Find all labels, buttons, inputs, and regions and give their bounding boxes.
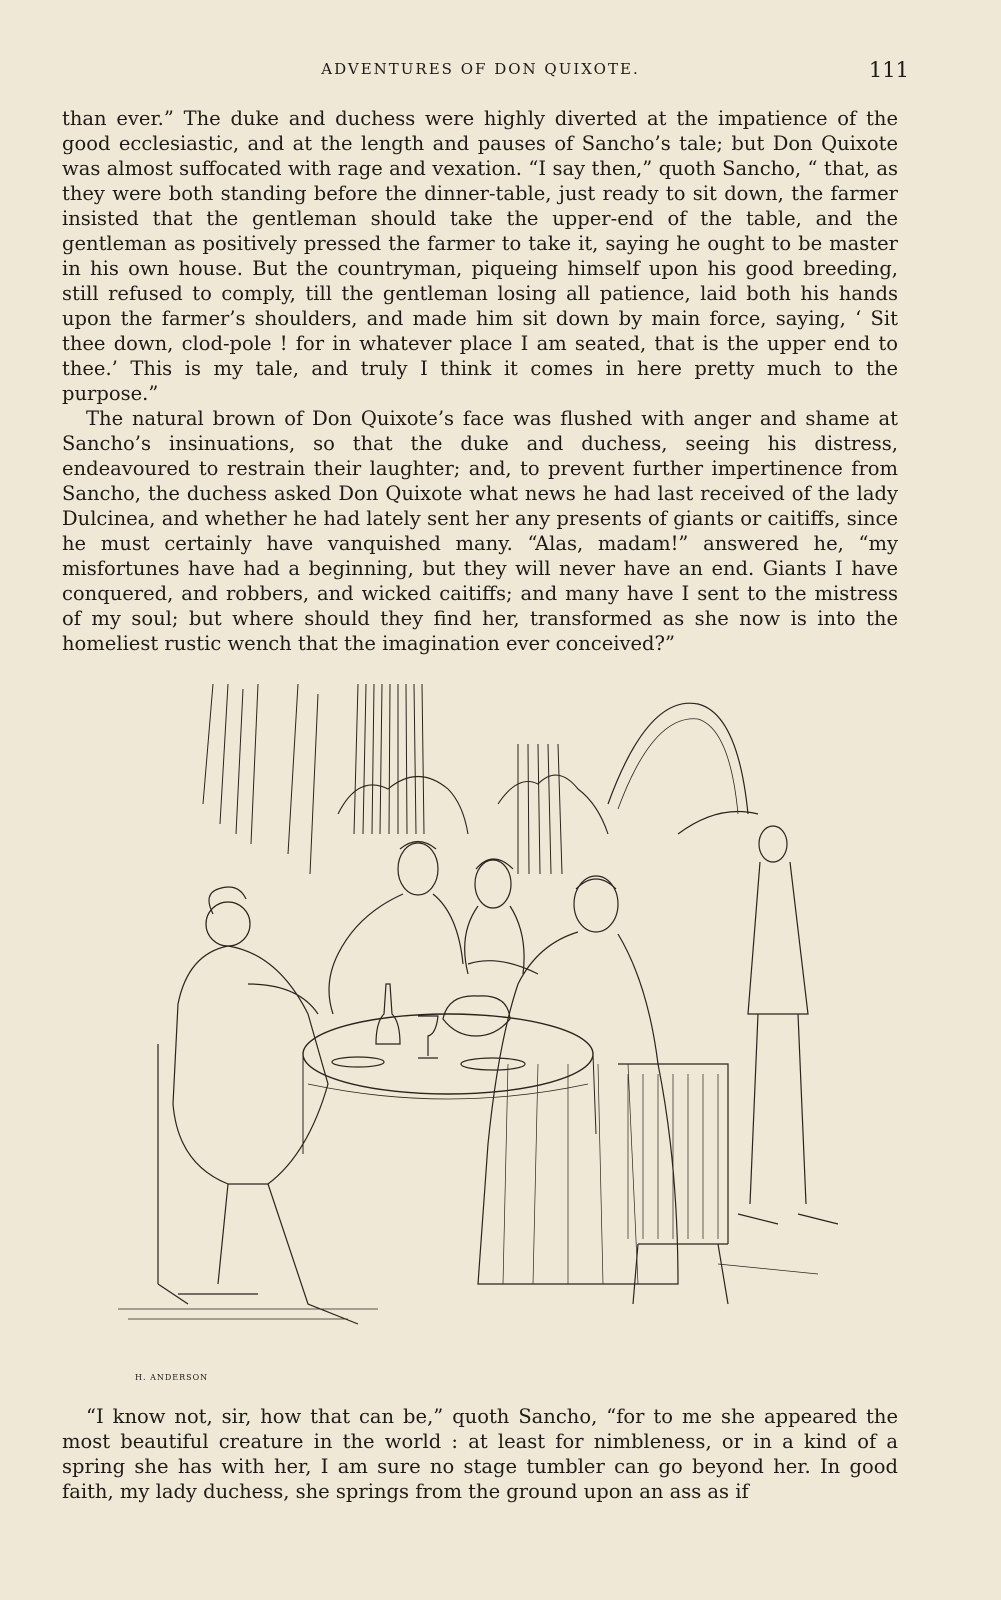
- ecclesiastic-figure: [468, 876, 678, 1284]
- curtain-lines: [203, 684, 562, 874]
- wine-glass: [418, 1016, 438, 1058]
- floor-hatching: [118, 1264, 818, 1319]
- carved-chair-back: [338, 777, 468, 835]
- don-quixote-figure: [158, 887, 358, 1324]
- paragraph: than ever.” The duke and duchess were highly diverted at the impatience of the good ecclesiastic, and at the length and pauses of Sancho’s tale; but Don Quixote was almost suffocated with rage and vexation. “I say then,” quoth Sancho, “ that, as they were both standing before the dinner-table, just ready to sit down, the farmer insisted that the gentleman should take the upper-end of the table, and the gentleman as positively pressed the farmer to take it, saying he ought to be master in his own house. But the countryman, piqueing himself upon his good breeding, still refused to comply, till the gentleman losing all patience, laid both his hands upon the farmer’s shoulders, and made him sit down by main force, saying, ‘ Sit thee down, clod-pole ! for in whatever place I am seated, that is the upper end to thee.’ This is my tale, and truly I think it comes in here pretty much to the purpose.”: [62, 107, 898, 405]
- running-title: ADVENTURES OF DON QUIXOTE.: [321, 60, 640, 78]
- duke-figure: [329, 842, 463, 1015]
- plate: [461, 1058, 525, 1070]
- duchess-figure: [465, 859, 524, 974]
- artist-signature: H. ANDERSON: [135, 1373, 209, 1382]
- paragraph: “I know not, sir, how that can be,” quoth Sancho, “for to me she appeared the most beautiful creature in the world : at least for nimbleness, or in a kind of a spring she has with her, I am sure no stage tumbler can go beyond her. In good faith, my lady duchess, she springs from the ground upon an ass as if: [62, 1405, 898, 1503]
- servant-figure: [678, 812, 838, 1225]
- wine-bottle: [376, 984, 400, 1044]
- body-text-bottom: [62, 1404, 898, 1504]
- arch: [608, 703, 748, 814]
- body-text-top: [62, 106, 898, 656]
- dinner-scene-illustration: [118, 684, 898, 1384]
- page-header: [60, 58, 909, 88]
- paragraph: The natural brown of Don Quixote’s face was flushed with anger and shame at Sancho’s insinuations, so that the duke and duchess, seeing his distress, endeavoured to restrain their laughter; and, to prevent further impertinence from Sancho, the duchess asked Don Quixote what news he had last received of the lady Dulcinea, and whether he had lately sent her any presents of giants or caitiffs, since he must certainly have vanquished many. “Alas, madam!” answered he, “my misfortunes have had a beginning, but they will never have an end. Giants I have conquered, and robbers, and wicked caitiffs; and many have I sent to the mistress of my soul; but where should they find her, transformed as she now is into the homeliest rustic wench that the imagination ever conceived?”: [62, 407, 898, 655]
- round-table: [303, 1014, 593, 1094]
- page-number: 111: [868, 58, 909, 82]
